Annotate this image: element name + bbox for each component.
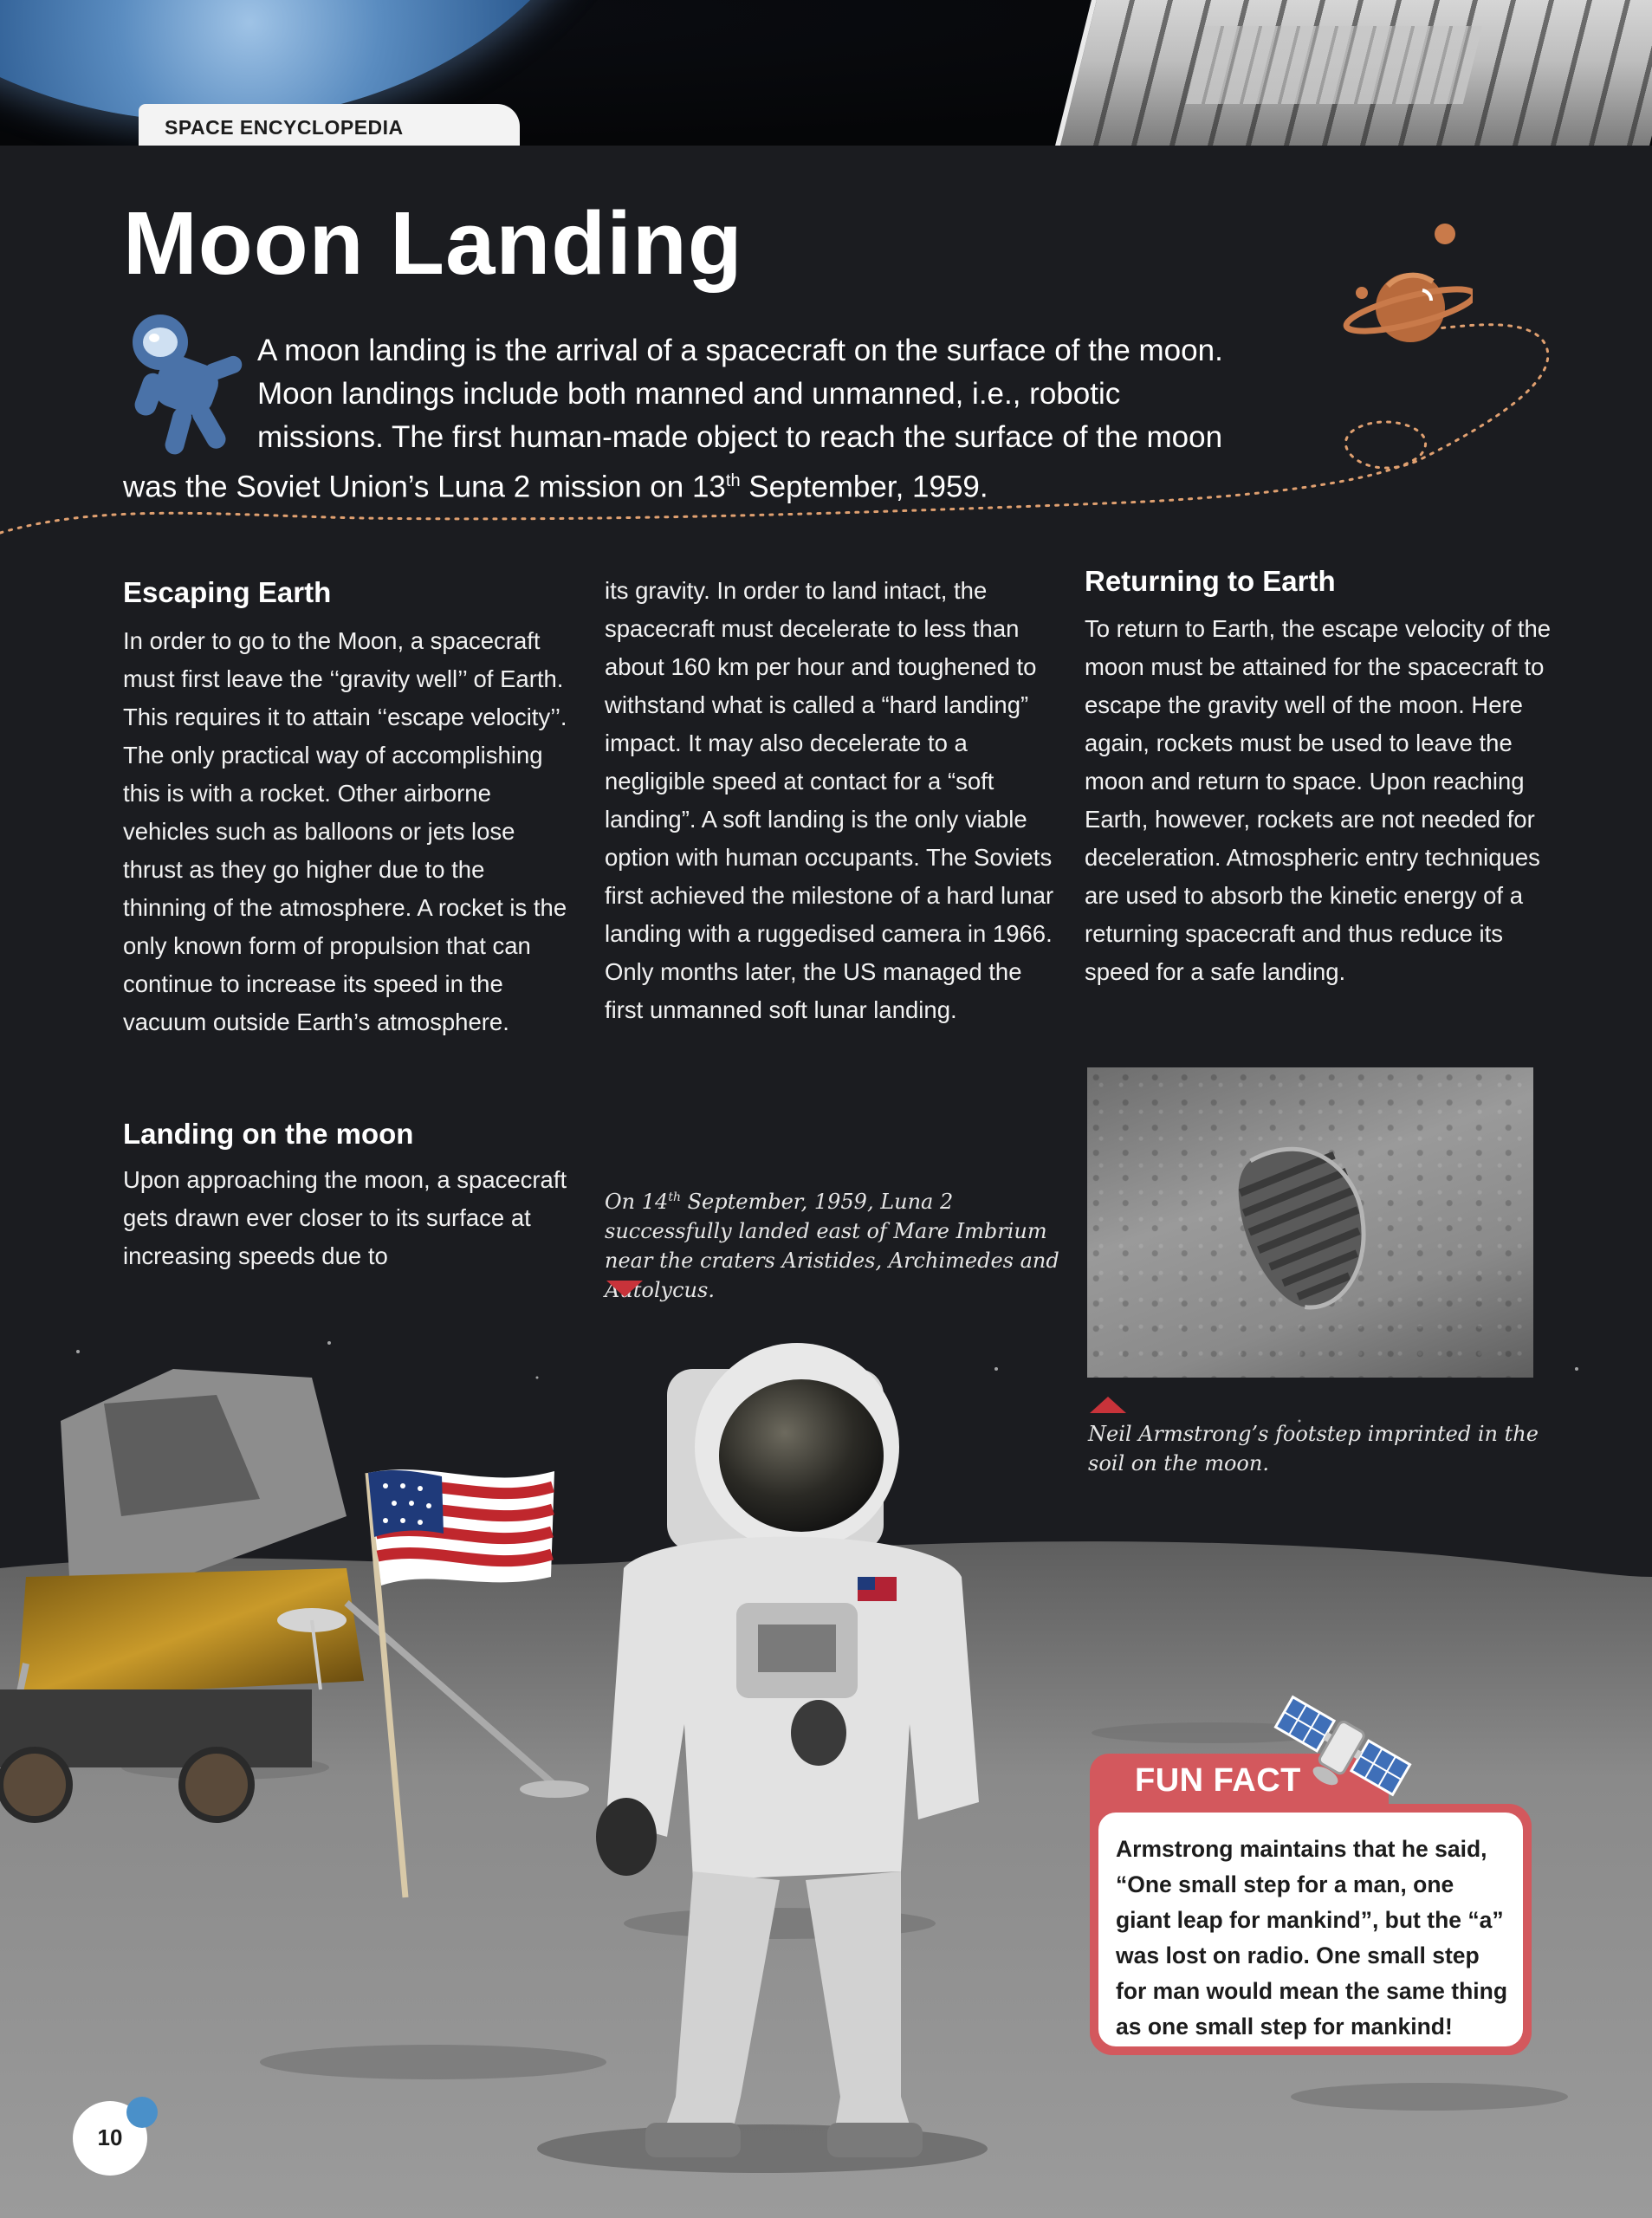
text-landing-on-moon-continued: its gravity. In order to land intact, the spacecraft must decelerate to less than about 160 km per hour and toughened to withstand what is called a “hard landing” impact. It may also decelerate to a negligible speed at contact for a “soft landing”. A soft landing is the only viable option with human occupants. The Soviets first achieved the milestone of a hard lunar landing with a ruggedised camera in 1966. Only months later, the US managed the first unmanned soft lunar landing. [605, 577, 1054, 1023]
text-landing-on-moon: Upon approaching the moon, a spacecraft gets drawn ever closer to its surface at increasing speeds due to [123, 1166, 567, 1269]
text-escaping-earth: In order to go to the Moon, a spacecraft must first leave the ‘‘gravity well’’ of Earth. This requires it to attain ‘‘escape velocity’’. The only practical way of accomplishing this is with a rocket. Other airborne vehicles such as balloons or jets lose thrust as they go higher due to the thinning of the atmosphere. A rocket is the only known form of propulsion that can continue to increase its speed in the vacuum outside Earth’s atmosphere. [123, 627, 567, 1035]
heading-escaping-earth: Escaping Earth [123, 576, 332, 608]
page-number: 10 [97, 2124, 123, 2150]
caption-pointer-down [606, 1281, 643, 1297]
satellite-icon [1273, 1681, 1412, 1811]
earth-image [0, 0, 624, 121]
text-returning-to-earth: To return to Earth, the escape velocity of the moon must be attained for the spacecraft to escape the gravity well of the moon. Here again, rockets must be used to leave the moon and return to space. Upon reaching Earth, however, rockets are not needed for deceleration. Atmospheric entry techniques are used to absorb the kinetic energy of a returning spacecraft and thus reduce its speed for a safe landing. [1085, 615, 1552, 985]
caption-pointer-up [1090, 1397, 1126, 1413]
fun-fact-text: Armstrong maintains that he said, “One small step for a man, one giant leap for mankind”, but the “a” was lost on radio. One small step for man would mean the same thing as one small step for mankind! [1116, 1836, 1508, 2040]
section-tag: SPACE ENCYCLOPEDIA [165, 116, 404, 139]
intro-paragraph: A moon landing is the arrival of a spacecraft on the surface of the moon. Moon landings include both manned and unmanned, i.e., robotic missions. The first human-made object to reach the surface of the moon was the Soviet Union’s Luna 2 mission on 13th September, 1959. [123, 334, 1223, 504]
space-station-panel [1186, 26, 1482, 104]
fun-fact-label: FUN FACT [1135, 1762, 1301, 1799]
page-number-dot [126, 2097, 158, 2128]
heading-landing-on-moon: Landing on the moon [123, 1118, 414, 1150]
ringed-planet-icon [1343, 217, 1473, 355]
footprint-photo [1087, 1067, 1533, 1378]
caption-footprint: Neil Armstrong’s footstep imprinted in the soil on the moon. [1088, 1422, 1539, 1475]
heading-returning-to-earth: Returning to Earth [1085, 565, 1336, 597]
page-title: Moon Landing [123, 193, 743, 293]
caption-luna-2: On 14th September, 1959, Luna 2 successfully landed east of Mare Imbrium near the craters Aristides, Archimedes and Autolycus. [605, 1190, 1059, 1302]
